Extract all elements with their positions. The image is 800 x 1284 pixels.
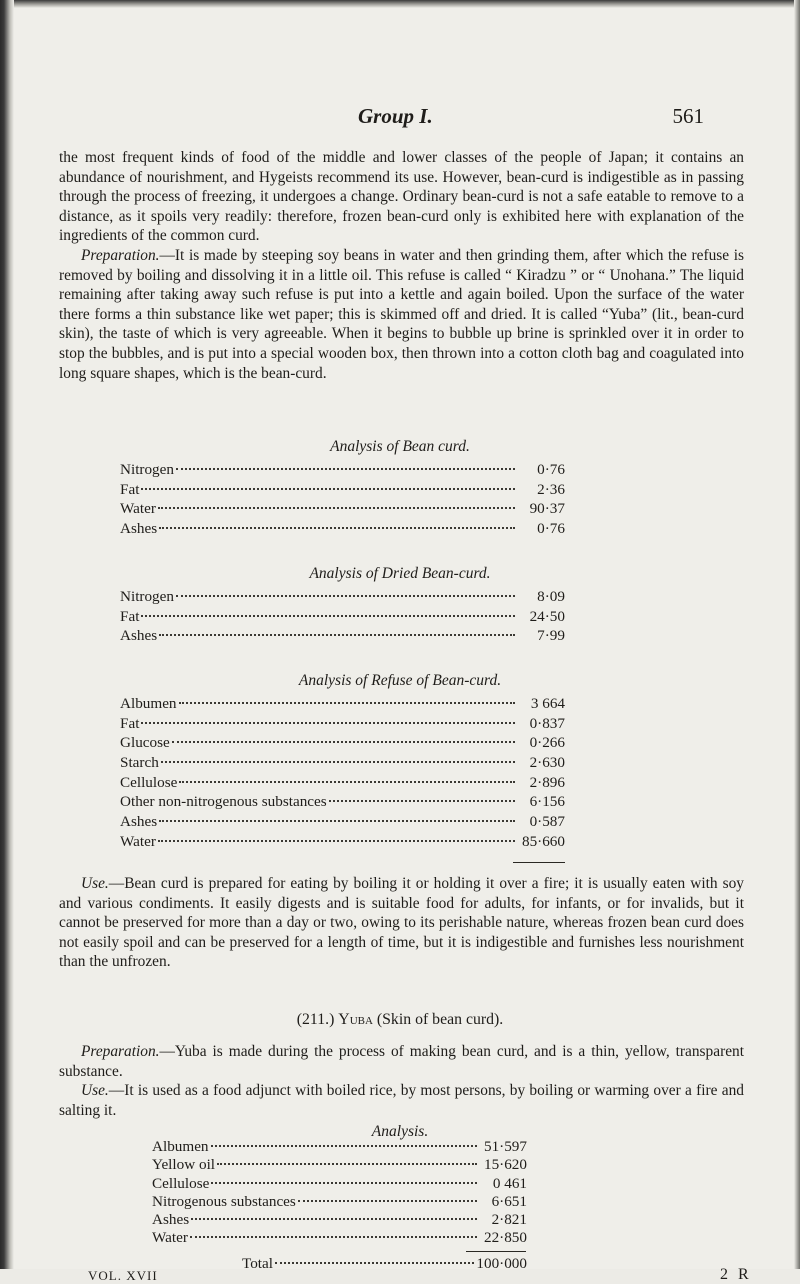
preparation-lead: Preparation. (81, 246, 160, 264)
table-row (120, 792, 565, 812)
table-row (120, 607, 565, 627)
row-label: Ashes (120, 813, 158, 831)
row-value: 0·76 (537, 461, 565, 478)
use-text: —Bean curd is prepared for eating by boiling it or holding it over a fire; it is usually eaten with soy and various condiments. It easily digests and is suitable food for adults, for infants, or for invalids, but it cannot be preserved for more than a day or two, owing to its perishable nature, whereas frozen bean curd does not easily spoil and can be preserved for a length of time, but it is indigestible and furnishes less nourishment than the unfrozen. (59, 875, 744, 971)
row-label: Other non-nitrogenous substances (120, 793, 327, 811)
row-label: Fat (120, 480, 140, 498)
row-label: Yellow oil (152, 1156, 216, 1174)
leader-dots (158, 507, 515, 509)
row-value: 6·156 (529, 793, 565, 811)
leader-dots (190, 1236, 477, 1238)
table-row (120, 733, 565, 753)
section-heading-211 (0, 1011, 800, 1029)
signature-mark: 2 R (720, 1265, 752, 1283)
analysis-yuba-total (242, 1254, 527, 1274)
yuba-use-text: —It is used as a food adjunct with boiled rice, by most persons, by boiling or warming over a fire and salting it. (59, 1082, 744, 1119)
page-number: 561 (672, 104, 704, 128)
yuba-use-lead: Use. (81, 1082, 109, 1100)
leader-dots (141, 722, 515, 724)
table-row (152, 1193, 527, 1211)
yuba-use-paragraph (59, 1081, 744, 1120)
row-label: Ashes (120, 520, 158, 538)
row-label: Ashes (152, 1211, 190, 1229)
leader-dots (211, 1145, 477, 1147)
leader-dots (179, 702, 515, 704)
row-value: 15·620 (483, 1156, 527, 1174)
row-value: 0 461 (492, 1174, 527, 1192)
row-value: 0·837 (529, 714, 565, 732)
row-value: 0·587 (529, 813, 565, 831)
table-row (152, 1211, 527, 1229)
analysis-refuse-heading: Analysis of Refuse of Bean-curd. (298, 672, 502, 689)
row-label: Nitrogenous substances (152, 1192, 296, 1210)
volume-mark: VOL. XVII (88, 1267, 158, 1283)
row-label: Nitrogen (120, 588, 174, 605)
row-value: 90·37 (529, 500, 565, 518)
total-label: Total (242, 1254, 273, 1272)
running-title: Group I. (358, 104, 433, 128)
row-label: Starch (120, 754, 159, 772)
table-row (120, 773, 565, 793)
leader-dots (179, 781, 515, 783)
row-label: Cellulose (152, 1174, 210, 1192)
row-value: 51·597 (483, 1138, 527, 1155)
row-label: Water (120, 832, 156, 850)
table-row (120, 694, 565, 714)
leader-dots (141, 488, 515, 490)
table-row (120, 587, 565, 607)
table-row (120, 519, 565, 539)
analysis-yuba-heading: Analysis. (371, 1123, 429, 1140)
table-row (152, 1229, 527, 1247)
table-row (120, 626, 565, 646)
leader-dots (159, 820, 515, 822)
scan-edge-top (0, 0, 800, 8)
use-lead: Use. (81, 875, 109, 892)
leader-dots (176, 468, 515, 470)
analysis-bean-curd-heading: Analysis of Bean curd. (330, 438, 470, 455)
leader-dots (158, 840, 515, 842)
preparation-paragraph (59, 246, 744, 383)
analysis-dried-table (120, 587, 565, 646)
table-row (120, 499, 565, 519)
leader-dots (217, 1163, 477, 1165)
row-value: 2·896 (529, 773, 565, 791)
row-label: Albumen (120, 695, 177, 712)
leader-dots (176, 595, 515, 597)
row-value: 24·50 (529, 607, 565, 625)
use-paragraph (59, 874, 744, 972)
row-label: Water (120, 500, 156, 518)
table-row (120, 460, 565, 480)
row-label: Albumen (152, 1138, 209, 1155)
leader-dots (159, 527, 515, 529)
row-value: 2·630 (529, 754, 565, 772)
row-label: Ashes (120, 627, 158, 645)
row-value: 7·99 (537, 627, 565, 645)
table-row (120, 812, 565, 832)
row-label: Glucose (120, 734, 170, 752)
leader-dots (191, 1218, 477, 1220)
yuba-preparation-text: —Yuba is made during the process of making bean curd, and is a thin, yellow, transparent substance. (59, 1043, 744, 1080)
table-row (120, 753, 565, 773)
row-value: 2·36 (537, 480, 565, 498)
row-value: 8·09 (537, 588, 565, 605)
table-row (120, 480, 565, 500)
analysis-yuba-table (152, 1138, 527, 1248)
leader-dots (172, 741, 515, 743)
row-label: Nitrogen (120, 461, 174, 478)
leader-dots (161, 761, 515, 763)
yuba-preparation-paragraph (59, 1042, 744, 1081)
row-value: 6·651 (491, 1192, 527, 1210)
analysis-bean-curd-table (120, 460, 565, 539)
leader-dots (211, 1182, 477, 1184)
row-value: 85·660 (521, 832, 565, 850)
row-value: 0·76 (537, 520, 565, 538)
scan-edge-left (0, 0, 14, 1269)
leader-dots (159, 634, 515, 636)
table-row (120, 714, 565, 734)
section-number: (211.) (296, 1011, 335, 1028)
yuba-preparation-lead: Preparation. (81, 1043, 160, 1060)
row-value: 22·850 (483, 1229, 527, 1247)
analysis-refuse-table (120, 694, 565, 852)
bean-curd-description (59, 148, 744, 383)
section-name: Yuba (338, 1011, 373, 1028)
table-end-rule (513, 862, 565, 863)
row-value: 3 664 (530, 695, 565, 712)
row-label: Fat (120, 607, 140, 625)
row-label: Fat (120, 714, 140, 732)
leader-dots (275, 1262, 474, 1264)
leader-dots (141, 615, 515, 617)
scan-edge-right (794, 0, 800, 1269)
total-value: 100·000 (476, 1254, 527, 1272)
leader-dots (298, 1200, 477, 1202)
table-row (152, 1156, 527, 1174)
table-row (152, 1138, 527, 1156)
table-row (120, 832, 565, 852)
intro-paragraph: the most frequent kinds of food of the middle and lower classes of the people of Japan; it contains an abundance of nourishment, and Hygeists recommend its use. However, bean-curd is indigestible as in passing through the process of freezing, it undergoes a change. Ordinary bean-curd is not a safe eatable to remove to a distance, as it spoils very readily: therefore, frozen bean-curd only is exhibited here with explanation of the ingredients of the common curd. (59, 149, 744, 245)
total-rule (466, 1251, 526, 1252)
analysis-dried-heading: Analysis of Dried Bean-curd. (309, 565, 491, 582)
preparation-text: —It is made by steeping soy beans in water and then grinding them, after which the refuse is removed by boiling and dissolving it in a little oil. This refuse is called “ Kiradzu ” or “ Unohana.” The liquid remaining after taking away such refuse is put into a kettle and again boiled. Upon the surface of the water there forms a thin substance like wet paper; this is skimmed off and dried. It is called “Yuba” (lit., bean-curd skin), the taste of which is very agreeable. When it begins to bubble up brine is sprinkled over it in order to stop the bubbles, and is put into a special wooden box, then thrown into a cotton cloth bag and coagulated into long square shapes, which is the bean-curd. (59, 246, 744, 382)
total-row (242, 1254, 527, 1274)
table-row (152, 1175, 527, 1193)
yuba-section (59, 1042, 744, 1120)
use-section (59, 874, 744, 972)
row-label: Water (152, 1229, 188, 1247)
running-head (0, 104, 800, 134)
row-value: 2·821 (491, 1211, 527, 1229)
row-label: Cellulose (120, 773, 178, 791)
leader-dots (329, 800, 515, 802)
section-subtitle: (Skin of bean curd). (376, 1011, 504, 1028)
row-value: 0·266 (529, 734, 565, 752)
